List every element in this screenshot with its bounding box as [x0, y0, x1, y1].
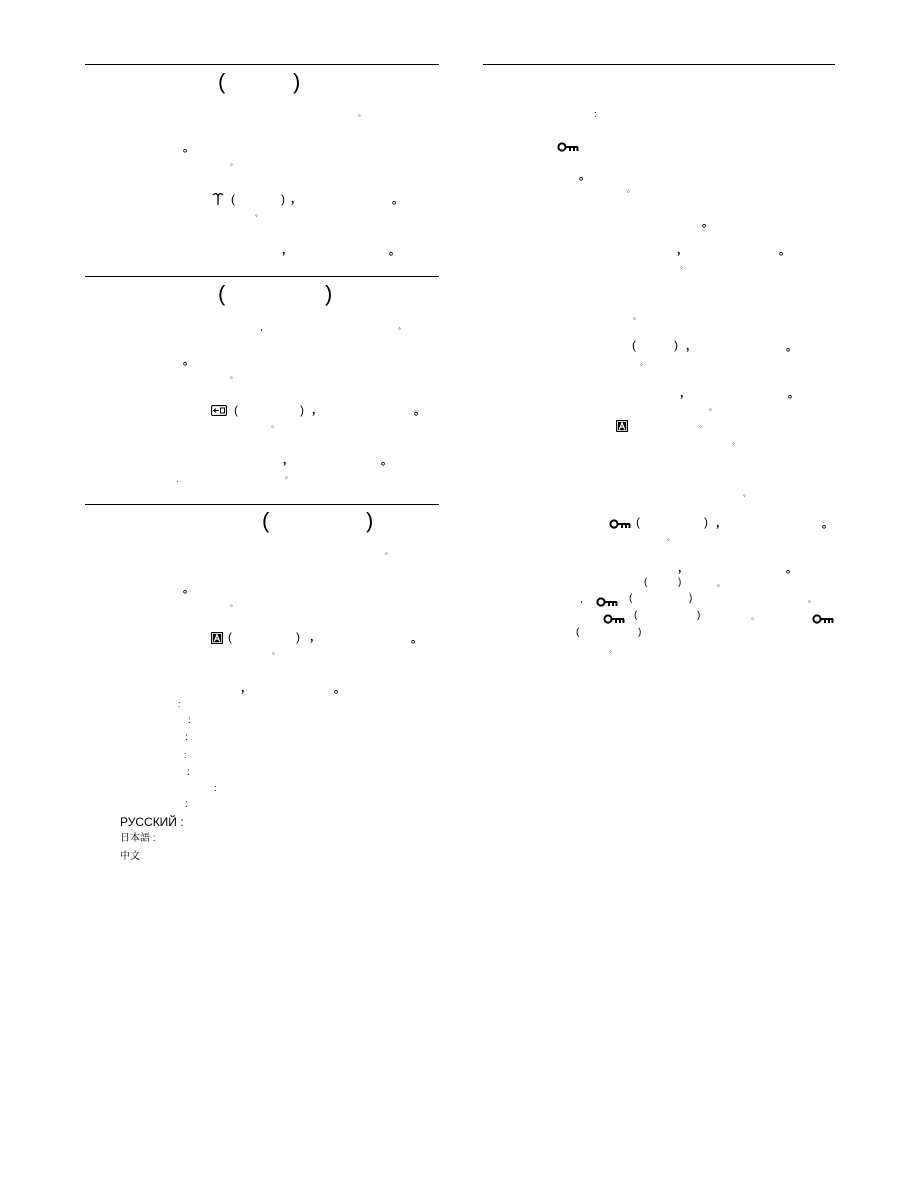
section-rule-3 [85, 504, 439, 505]
glyph-open-paren: ( [576, 627, 580, 638]
glyph-comma: ， [282, 244, 293, 256]
glyph-open-paren: ( [634, 610, 638, 621]
glyph-comma: ， [677, 244, 688, 256]
glyph-small-circle: ◦ [385, 549, 388, 558]
glyph-open-paren: ( [231, 192, 235, 206]
glyph-colon: : [594, 109, 597, 119]
glyph-circle: 。 [579, 170, 590, 182]
glyph-small-circle: ◦ [732, 439, 735, 448]
glyph-comma: ， [680, 387, 691, 399]
glyph-small-circle: ◦ [717, 581, 720, 590]
glyph-comma: ， [686, 340, 697, 352]
language-chinese: 中文 [120, 851, 140, 862]
language-colon: : [214, 783, 217, 793]
glyph-small-circle: ◦ [699, 422, 702, 431]
auto-adjust-icon [616, 420, 628, 432]
glyph-backtick: ˎ [176, 472, 179, 482]
glyph-comma: ， [580, 594, 590, 604]
glyph-comma: ， [241, 682, 252, 694]
heading-close-paren-1: ) [293, 69, 301, 94]
glyph-comma: ， [260, 322, 270, 332]
size-position-icon [211, 405, 227, 416]
glyph-close-paren: ) [689, 593, 693, 604]
glyph-open-paren: ( [636, 515, 640, 529]
glyph-comma: ， [283, 454, 294, 466]
glyph-open-paren: ( [234, 403, 238, 417]
glyph-small-circle: ◦ [398, 324, 401, 333]
glyph-close-paren: ) [704, 515, 708, 529]
glyph-circle: 。 [414, 405, 425, 417]
glyph-small-circle: ◦ [272, 649, 275, 658]
glyph-small-circle: ◦ [751, 614, 754, 623]
glyph-comma: ， [310, 631, 321, 643]
language-russian: РУССКИЙ : [120, 815, 184, 829]
language-japanese: 日本語 : [120, 833, 156, 844]
glyph-circle: 。 [822, 518, 833, 530]
language-colon: : [178, 699, 181, 709]
heading-open-paren-2: ( [218, 281, 226, 306]
glyph-circle: 。 [389, 245, 400, 257]
key-lock-icon [812, 614, 834, 624]
language-colon: : [187, 767, 190, 778]
glyph-circle: 。 [183, 355, 194, 367]
glyph-small-circle: ◦ [627, 187, 630, 196]
glyph-small-circle: ◦ [255, 211, 258, 220]
glyph-small-circle: ◦ [640, 360, 643, 369]
glyph-comma: ， [716, 517, 727, 529]
glyph-circle: 。 [779, 245, 790, 257]
glyph-comma: ， [678, 562, 689, 574]
glyph-small-circle: ◦ [808, 597, 811, 606]
section-rule-2 [85, 276, 439, 277]
glyph-circle: 。 [788, 388, 799, 400]
glyph-circle: 。 [411, 633, 422, 645]
glyph-close-paren: ) [638, 627, 642, 638]
glyph-comma: ， [291, 193, 302, 205]
key-lock-icon [603, 614, 625, 624]
glyph-small-circle: ◦ [680, 263, 683, 272]
language-colon: : [188, 715, 191, 726]
key-lock-icon [596, 597, 618, 607]
contrast-gamma-icon [212, 192, 224, 206]
glyph-small-circle: ◦ [709, 405, 712, 414]
section-rule-4 [483, 64, 835, 65]
heading-open-paren-1: ( [218, 69, 226, 94]
glyph-circle: 。 [702, 217, 713, 229]
auto-adjust-icon [211, 632, 223, 644]
glyph-comma: ， [312, 404, 323, 416]
glyph-small-circle: ◦ [230, 160, 233, 169]
glyph-open-paren: ( [228, 630, 232, 644]
glyph-close-paren: ) [281, 192, 285, 206]
glyph-small-circle: ◦ [271, 422, 274, 431]
glyph-circle: 。 [334, 683, 345, 695]
key-lock-icon [557, 142, 579, 152]
heading-close-paren-3: ) [366, 508, 374, 533]
glyph-close-paren: ) [674, 338, 678, 352]
heading-close-paren-2: ) [325, 281, 333, 306]
glyph-small-circle: ◦ [230, 601, 233, 610]
language-colon: : [185, 799, 188, 810]
glyph-small-circle: ◦ [743, 491, 746, 500]
glyph-close-paren: ) [697, 610, 701, 621]
glyph-small-circle: ◦ [285, 473, 288, 482]
glyph-small-circle: ◦ [633, 314, 636, 323]
heading-open-paren-3: ( [262, 508, 270, 533]
language-colon: : [185, 732, 188, 743]
language-colon: : [184, 750, 187, 760]
glyph-circle: 。 [392, 194, 403, 206]
section-rule-1 [85, 64, 439, 65]
glyph-open-paren: ( [629, 593, 633, 604]
glyph-small-circle: ◦ [667, 535, 670, 544]
glyph-circle: 。 [183, 142, 194, 154]
glyph-close-paren: ) [678, 577, 682, 588]
glyph-circle: 。 [786, 341, 797, 353]
glyph-open-paren: ( [632, 338, 636, 352]
glyph-close-paren: ) [300, 403, 304, 417]
glyph-open-paren: ( [644, 577, 648, 588]
glyph-small-circle: ◦ [230, 373, 233, 382]
glyph-small-circle: ◦ [609, 647, 612, 656]
glyph-circle: 。 [183, 583, 194, 595]
glyph-small-circle: ◦ [358, 111, 361, 120]
key-lock-icon [609, 519, 631, 529]
glyph-circle: 。 [381, 455, 392, 467]
glyph-close-paren: ) [296, 630, 300, 644]
glyph-circle: 。 [786, 563, 797, 575]
